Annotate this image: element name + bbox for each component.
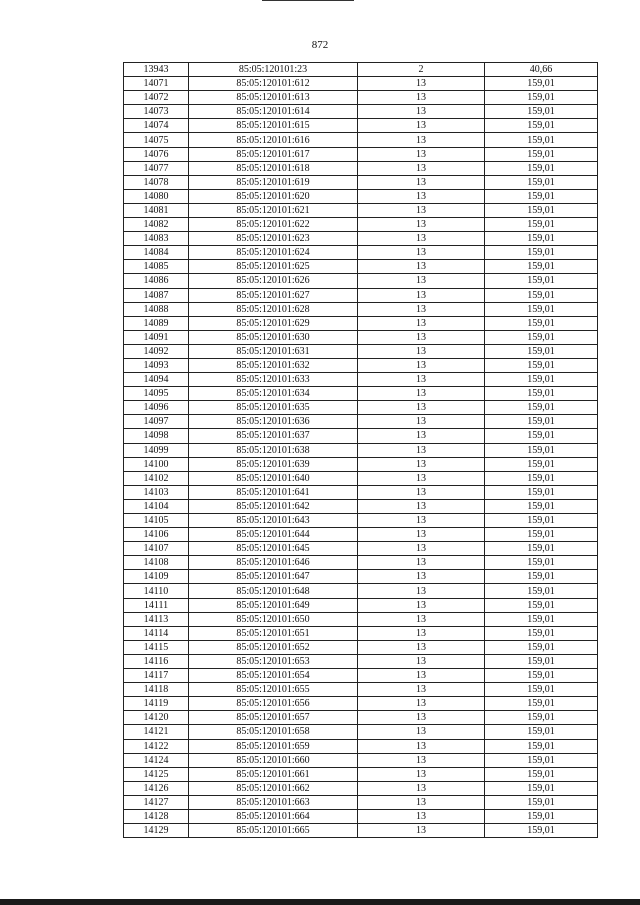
row-number-cell: 14118 bbox=[124, 683, 189, 697]
table-row bbox=[124, 232, 598, 246]
quantity-cell: 13 bbox=[358, 302, 485, 316]
row-number-cell: 14105 bbox=[124, 514, 189, 528]
table-row bbox=[124, 725, 598, 739]
quantity-cell: 13 bbox=[358, 598, 485, 612]
cadastral-number-cell: 85:05:120101:639 bbox=[189, 457, 358, 471]
quantity-cell: 13 bbox=[358, 175, 485, 189]
table-row bbox=[124, 556, 598, 570]
row-number-cell: 14100 bbox=[124, 457, 189, 471]
quantity-cell: 13 bbox=[358, 753, 485, 767]
cadastral-number-cell: 85:05:120101:636 bbox=[189, 415, 358, 429]
quantity-cell: 13 bbox=[358, 203, 485, 217]
area-cell: 159,01 bbox=[485, 77, 598, 91]
table-row bbox=[124, 570, 598, 584]
row-number-cell: 14095 bbox=[124, 387, 189, 401]
row-number-cell: 14103 bbox=[124, 485, 189, 499]
cadastral-number-cell: 85:05:120101:651 bbox=[189, 626, 358, 640]
row-number-cell: 14107 bbox=[124, 542, 189, 556]
area-cell: 159,01 bbox=[485, 344, 598, 358]
area-cell: 159,01 bbox=[485, 542, 598, 556]
row-number-cell: 14119 bbox=[124, 697, 189, 711]
quantity-cell: 13 bbox=[358, 218, 485, 232]
table-row bbox=[124, 824, 598, 838]
cadastral-number-cell: 85:05:120101:647 bbox=[189, 570, 358, 584]
area-cell: 159,01 bbox=[485, 753, 598, 767]
quantity-cell: 13 bbox=[358, 358, 485, 372]
row-number-cell: 14110 bbox=[124, 584, 189, 598]
table-row bbox=[124, 795, 598, 809]
cadastral-number-cell: 85:05:120101:630 bbox=[189, 330, 358, 344]
table-row bbox=[124, 697, 598, 711]
table-row bbox=[124, 739, 598, 753]
area-cell: 159,01 bbox=[485, 302, 598, 316]
quantity-cell: 13 bbox=[358, 373, 485, 387]
cadastral-number-cell: 85:05:120101:642 bbox=[189, 499, 358, 513]
quantity-cell: 13 bbox=[358, 739, 485, 753]
table-row bbox=[124, 246, 598, 260]
quantity-cell: 13 bbox=[358, 584, 485, 598]
row-number-cell: 14075 bbox=[124, 133, 189, 147]
row-number-cell: 14102 bbox=[124, 471, 189, 485]
row-number-cell: 14088 bbox=[124, 302, 189, 316]
row-number-cell: 14116 bbox=[124, 654, 189, 668]
row-number-cell: 14111 bbox=[124, 598, 189, 612]
row-number-cell: 14076 bbox=[124, 147, 189, 161]
table-row bbox=[124, 809, 598, 823]
table-row bbox=[124, 753, 598, 767]
table-row bbox=[124, 358, 598, 372]
cadastral-number-cell: 85:05:120101:615 bbox=[189, 119, 358, 133]
row-number-cell: 14071 bbox=[124, 77, 189, 91]
quantity-cell: 13 bbox=[358, 528, 485, 542]
area-cell: 159,01 bbox=[485, 626, 598, 640]
row-number-cell: 14097 bbox=[124, 415, 189, 429]
quantity-cell: 13 bbox=[358, 401, 485, 415]
parcel-table bbox=[123, 62, 598, 838]
area-cell: 159,01 bbox=[485, 218, 598, 232]
area-cell: 159,01 bbox=[485, 711, 598, 725]
area-cell: 159,01 bbox=[485, 514, 598, 528]
cadastral-number-cell: 85:05:120101:661 bbox=[189, 767, 358, 781]
cadastral-number-cell: 85:05:120101:633 bbox=[189, 373, 358, 387]
row-number-cell: 14129 bbox=[124, 824, 189, 838]
table-row bbox=[124, 77, 598, 91]
cadastral-number-cell: 85:05:120101:643 bbox=[189, 514, 358, 528]
quantity-cell: 13 bbox=[358, 232, 485, 246]
quantity-cell: 13 bbox=[358, 246, 485, 260]
area-cell: 159,01 bbox=[485, 443, 598, 457]
table-row bbox=[124, 91, 598, 105]
quantity-cell: 13 bbox=[358, 344, 485, 358]
table-row bbox=[124, 373, 598, 387]
quantity-cell: 13 bbox=[358, 330, 485, 344]
quantity-cell: 13 bbox=[358, 443, 485, 457]
cadastral-number-cell: 85:05:120101:625 bbox=[189, 260, 358, 274]
area-cell: 159,01 bbox=[485, 429, 598, 443]
area-cell: 159,01 bbox=[485, 189, 598, 203]
table-row bbox=[124, 626, 598, 640]
area-cell: 40,66 bbox=[485, 63, 598, 77]
cadastral-number-cell: 85:05:120101:613 bbox=[189, 91, 358, 105]
table-row bbox=[124, 203, 598, 217]
area-cell: 159,01 bbox=[485, 570, 598, 584]
quantity-cell: 13 bbox=[358, 147, 485, 161]
row-number-cell: 13943 bbox=[124, 63, 189, 77]
area-cell: 159,01 bbox=[485, 471, 598, 485]
area-cell: 159,01 bbox=[485, 683, 598, 697]
quantity-cell: 13 bbox=[358, 105, 485, 119]
quantity-cell: 13 bbox=[358, 683, 485, 697]
quantity-cell: 13 bbox=[358, 485, 485, 499]
quantity-cell: 13 bbox=[358, 809, 485, 823]
row-number-cell: 14083 bbox=[124, 232, 189, 246]
cadastral-number-cell: 85:05:120101:626 bbox=[189, 274, 358, 288]
area-cell: 159,01 bbox=[485, 288, 598, 302]
table-row bbox=[124, 669, 598, 683]
table-row bbox=[124, 528, 598, 542]
table-row bbox=[124, 302, 598, 316]
cadastral-number-cell: 85:05:120101:631 bbox=[189, 344, 358, 358]
area-cell: 159,01 bbox=[485, 528, 598, 542]
row-number-cell: 14085 bbox=[124, 260, 189, 274]
cadastral-number-cell: 85:05:120101:655 bbox=[189, 683, 358, 697]
quantity-cell: 13 bbox=[358, 711, 485, 725]
cadastral-number-cell: 85:05:120101:618 bbox=[189, 161, 358, 175]
quantity-cell: 13 bbox=[358, 781, 485, 795]
area-cell: 159,01 bbox=[485, 781, 598, 795]
cadastral-number-cell: 85:05:120101:23 bbox=[189, 63, 358, 77]
area-cell: 159,01 bbox=[485, 232, 598, 246]
row-number-cell: 14096 bbox=[124, 401, 189, 415]
row-number-cell: 14108 bbox=[124, 556, 189, 570]
quantity-cell: 13 bbox=[358, 415, 485, 429]
cadastral-number-cell: 85:05:120101:614 bbox=[189, 105, 358, 119]
table-row bbox=[124, 429, 598, 443]
table-row bbox=[124, 485, 598, 499]
row-number-cell: 14081 bbox=[124, 203, 189, 217]
cadastral-number-cell: 85:05:120101:612 bbox=[189, 77, 358, 91]
row-number-cell: 14093 bbox=[124, 358, 189, 372]
quantity-cell: 13 bbox=[358, 542, 485, 556]
quantity-cell: 13 bbox=[358, 824, 485, 838]
table-row bbox=[124, 119, 598, 133]
row-number-cell: 14128 bbox=[124, 809, 189, 823]
cadastral-number-cell: 85:05:120101:658 bbox=[189, 725, 358, 739]
area-cell: 159,01 bbox=[485, 373, 598, 387]
table-row bbox=[124, 161, 598, 175]
table-row bbox=[124, 598, 598, 612]
area-cell: 159,01 bbox=[485, 457, 598, 471]
cadastral-number-cell: 85:05:120101:621 bbox=[189, 203, 358, 217]
area-cell: 159,01 bbox=[485, 260, 598, 274]
table-row bbox=[124, 133, 598, 147]
table-row bbox=[124, 344, 598, 358]
cadastral-number-cell: 85:05:120101:644 bbox=[189, 528, 358, 542]
quantity-cell: 13 bbox=[358, 274, 485, 288]
cadastral-number-cell: 85:05:120101:619 bbox=[189, 175, 358, 189]
row-number-cell: 14092 bbox=[124, 344, 189, 358]
table-row bbox=[124, 260, 598, 274]
cadastral-number-cell: 85:05:120101:650 bbox=[189, 612, 358, 626]
row-number-cell: 14114 bbox=[124, 626, 189, 640]
cadastral-number-cell: 85:05:120101:645 bbox=[189, 542, 358, 556]
cadastral-number-cell: 85:05:120101:624 bbox=[189, 246, 358, 260]
quantity-cell: 13 bbox=[358, 260, 485, 274]
table-row bbox=[124, 542, 598, 556]
row-number-cell: 14125 bbox=[124, 767, 189, 781]
table-body bbox=[124, 63, 598, 838]
quantity-cell: 13 bbox=[358, 556, 485, 570]
quantity-cell: 13 bbox=[358, 499, 485, 513]
table-row bbox=[124, 683, 598, 697]
table-row bbox=[124, 274, 598, 288]
table-row bbox=[124, 415, 598, 429]
quantity-cell: 13 bbox=[358, 91, 485, 105]
cadastral-number-cell: 85:05:120101:617 bbox=[189, 147, 358, 161]
area-cell: 159,01 bbox=[485, 246, 598, 260]
quantity-cell: 13 bbox=[358, 697, 485, 711]
table-row bbox=[124, 471, 598, 485]
row-number-cell: 14074 bbox=[124, 119, 189, 133]
quantity-cell: 13 bbox=[358, 288, 485, 302]
row-number-cell: 14106 bbox=[124, 528, 189, 542]
table-row bbox=[124, 654, 598, 668]
cadastral-number-cell: 85:05:120101:664 bbox=[189, 809, 358, 823]
cadastral-number-cell: 85:05:120101:665 bbox=[189, 824, 358, 838]
area-cell: 159,01 bbox=[485, 654, 598, 668]
quantity-cell: 13 bbox=[358, 316, 485, 330]
area-cell: 159,01 bbox=[485, 387, 598, 401]
area-cell: 159,01 bbox=[485, 598, 598, 612]
area-cell: 159,01 bbox=[485, 105, 598, 119]
area-cell: 159,01 bbox=[485, 499, 598, 513]
table-row bbox=[124, 189, 598, 203]
cadastral-number-cell: 85:05:120101:640 bbox=[189, 471, 358, 485]
table-row bbox=[124, 457, 598, 471]
quantity-cell: 13 bbox=[358, 119, 485, 133]
area-cell: 159,01 bbox=[485, 669, 598, 683]
row-number-cell: 14113 bbox=[124, 612, 189, 626]
area-cell: 159,01 bbox=[485, 91, 598, 105]
cadastral-number-cell: 85:05:120101:656 bbox=[189, 697, 358, 711]
cadastral-number-cell: 85:05:120101:646 bbox=[189, 556, 358, 570]
area-cell: 159,01 bbox=[485, 330, 598, 344]
area-cell: 159,01 bbox=[485, 401, 598, 415]
area-cell: 159,01 bbox=[485, 739, 598, 753]
table-row bbox=[124, 218, 598, 232]
cadastral-number-cell: 85:05:120101:649 bbox=[189, 598, 358, 612]
quantity-cell: 13 bbox=[358, 457, 485, 471]
row-number-cell: 14080 bbox=[124, 189, 189, 203]
cadastral-number-cell: 85:05:120101:657 bbox=[189, 711, 358, 725]
cadastral-number-cell: 85:05:120101:652 bbox=[189, 640, 358, 654]
row-number-cell: 14089 bbox=[124, 316, 189, 330]
area-cell: 159,01 bbox=[485, 697, 598, 711]
scan-edge-bar bbox=[0, 899, 640, 905]
cadastral-number-cell: 85:05:120101:616 bbox=[189, 133, 358, 147]
area-cell: 159,01 bbox=[485, 556, 598, 570]
quantity-cell: 13 bbox=[358, 189, 485, 203]
cadastral-number-cell: 85:05:120101:641 bbox=[189, 485, 358, 499]
table-row bbox=[124, 443, 598, 457]
cadastral-number-cell: 85:05:120101:629 bbox=[189, 316, 358, 330]
quantity-cell: 13 bbox=[358, 387, 485, 401]
area-cell: 159,01 bbox=[485, 824, 598, 838]
area-cell: 159,01 bbox=[485, 175, 598, 189]
table-row bbox=[124, 330, 598, 344]
row-number-cell: 14127 bbox=[124, 795, 189, 809]
table-row bbox=[124, 147, 598, 161]
row-number-cell: 14077 bbox=[124, 161, 189, 175]
row-number-cell: 14084 bbox=[124, 246, 189, 260]
cadastral-number-cell: 85:05:120101:620 bbox=[189, 189, 358, 203]
table-row bbox=[124, 612, 598, 626]
area-cell: 159,01 bbox=[485, 119, 598, 133]
area-cell: 159,01 bbox=[485, 795, 598, 809]
quantity-cell: 13 bbox=[358, 654, 485, 668]
quantity-cell: 13 bbox=[358, 161, 485, 175]
table-row bbox=[124, 401, 598, 415]
cadastral-number-cell: 85:05:120101:623 bbox=[189, 232, 358, 246]
quantity-cell: 13 bbox=[358, 626, 485, 640]
cadastral-number-cell: 85:05:120101:648 bbox=[189, 584, 358, 598]
area-cell: 159,01 bbox=[485, 203, 598, 217]
quantity-cell: 13 bbox=[358, 471, 485, 485]
row-number-cell: 14073 bbox=[124, 105, 189, 119]
cadastral-number-cell: 85:05:120101:662 bbox=[189, 781, 358, 795]
row-number-cell: 14087 bbox=[124, 288, 189, 302]
row-number-cell: 14117 bbox=[124, 669, 189, 683]
page-number: 872 bbox=[311, 39, 329, 51]
cadastral-number-cell: 85:05:120101:659 bbox=[189, 739, 358, 753]
quantity-cell: 13 bbox=[358, 429, 485, 443]
quantity-cell: 13 bbox=[358, 669, 485, 683]
table-row bbox=[124, 105, 598, 119]
table-row bbox=[124, 63, 598, 77]
cadastral-number-cell: 85:05:120101:663 bbox=[189, 795, 358, 809]
cadastral-number-cell: 85:05:120101:627 bbox=[189, 288, 358, 302]
area-cell: 159,01 bbox=[485, 147, 598, 161]
row-number-cell: 14094 bbox=[124, 373, 189, 387]
quantity-cell: 13 bbox=[358, 570, 485, 584]
row-number-cell: 14078 bbox=[124, 175, 189, 189]
table-row bbox=[124, 781, 598, 795]
quantity-cell: 13 bbox=[358, 767, 485, 781]
cadastral-number-cell: 85:05:120101:660 bbox=[189, 753, 358, 767]
area-cell: 159,01 bbox=[485, 133, 598, 147]
table-row bbox=[124, 584, 598, 598]
quantity-cell: 13 bbox=[358, 640, 485, 654]
table-row bbox=[124, 316, 598, 330]
row-number-cell: 14086 bbox=[124, 274, 189, 288]
area-cell: 159,01 bbox=[485, 161, 598, 175]
cadastral-number-cell: 85:05:120101:634 bbox=[189, 387, 358, 401]
area-cell: 159,01 bbox=[485, 274, 598, 288]
table-row bbox=[124, 711, 598, 725]
area-cell: 159,01 bbox=[485, 612, 598, 626]
cadastral-number-cell: 85:05:120101:635 bbox=[189, 401, 358, 415]
quantity-cell: 13 bbox=[358, 133, 485, 147]
area-cell: 159,01 bbox=[485, 584, 598, 598]
area-cell: 159,01 bbox=[485, 415, 598, 429]
table-row bbox=[124, 175, 598, 189]
table-row bbox=[124, 499, 598, 513]
row-number-cell: 14109 bbox=[124, 570, 189, 584]
quantity-cell: 13 bbox=[358, 725, 485, 739]
table-row bbox=[124, 387, 598, 401]
row-number-cell: 14099 bbox=[124, 443, 189, 457]
table-row bbox=[124, 288, 598, 302]
quantity-cell: 13 bbox=[358, 514, 485, 528]
row-number-cell: 14098 bbox=[124, 429, 189, 443]
row-number-cell: 14120 bbox=[124, 711, 189, 725]
quantity-cell: 13 bbox=[358, 77, 485, 91]
row-number-cell: 14104 bbox=[124, 499, 189, 513]
cadastral-number-cell: 85:05:120101:637 bbox=[189, 429, 358, 443]
cadastral-number-cell: 85:05:120101:653 bbox=[189, 654, 358, 668]
area-cell: 159,01 bbox=[485, 485, 598, 499]
top-rule bbox=[262, 0, 354, 1]
row-number-cell: 14115 bbox=[124, 640, 189, 654]
cadastral-number-cell: 85:05:120101:632 bbox=[189, 358, 358, 372]
table-row bbox=[124, 640, 598, 654]
row-number-cell: 14091 bbox=[124, 330, 189, 344]
row-number-cell: 14124 bbox=[124, 753, 189, 767]
table-row bbox=[124, 767, 598, 781]
area-cell: 159,01 bbox=[485, 640, 598, 654]
area-cell: 159,01 bbox=[485, 809, 598, 823]
quantity-cell: 13 bbox=[358, 795, 485, 809]
row-number-cell: 14072 bbox=[124, 91, 189, 105]
cadastral-number-cell: 85:05:120101:638 bbox=[189, 443, 358, 457]
row-number-cell: 14122 bbox=[124, 739, 189, 753]
area-cell: 159,01 bbox=[485, 767, 598, 781]
cadastral-number-cell: 85:05:120101:654 bbox=[189, 669, 358, 683]
table-row bbox=[124, 514, 598, 528]
cadastral-number-cell: 85:05:120101:622 bbox=[189, 218, 358, 232]
row-number-cell: 14126 bbox=[124, 781, 189, 795]
row-number-cell: 14082 bbox=[124, 218, 189, 232]
area-cell: 159,01 bbox=[485, 358, 598, 372]
quantity-cell: 13 bbox=[358, 612, 485, 626]
quantity-cell: 2 bbox=[358, 63, 485, 77]
cadastral-number-cell: 85:05:120101:628 bbox=[189, 302, 358, 316]
area-cell: 159,01 bbox=[485, 316, 598, 330]
row-number-cell: 14121 bbox=[124, 725, 189, 739]
area-cell: 159,01 bbox=[485, 725, 598, 739]
